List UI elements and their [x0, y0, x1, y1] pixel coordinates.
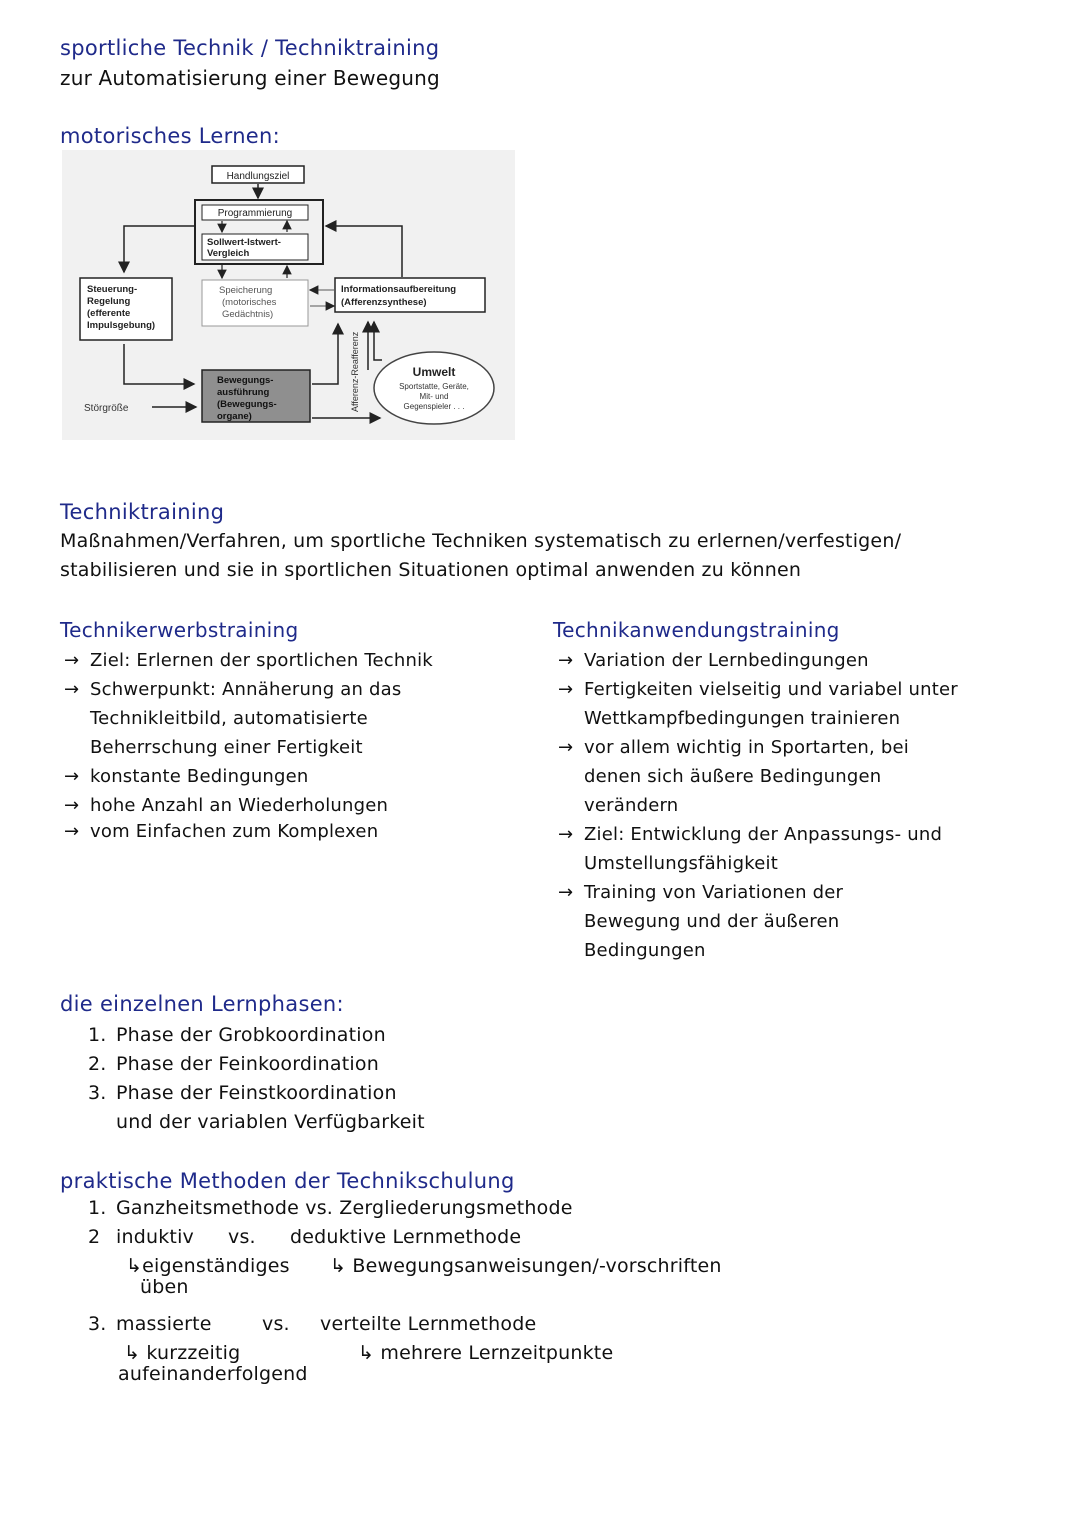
techniktraining-definition-line1: Maßnahmen/Verfahren, um sportliche Techniken systematisch zu erlernen/verfestigen/ [60, 530, 902, 552]
box-bewegungsausfuehrung [202, 370, 310, 422]
method-3-note-right: ↳ mehrere Lernzeitpunkte [358, 1342, 614, 1364]
svg-text:Steuerung-: Steuerung- [87, 284, 138, 295]
svg-text:organe): organe) [217, 411, 252, 422]
label-afferenz-reafferenz: Afferenz-Reafferenz [350, 331, 360, 412]
svg-text:(efferente: (efferente [87, 308, 131, 319]
list-item: → Schwerpunkt: Annäherung an das [64, 679, 402, 700]
methods-heading: praktische Methoden der Technikschulung [60, 1169, 515, 1193]
list-item-continuation: Technikleitbild, automatisierte [90, 708, 368, 729]
list-item: → konstante Bedingungen [64, 766, 309, 787]
list-item: 2. Phase der Feinkoordination [88, 1053, 379, 1075]
method-3-vs: vs. [262, 1313, 290, 1335]
box-programmierung [202, 205, 308, 220]
svg-text:Impulsgebung): Impulsgebung) [87, 320, 156, 331]
method-3-note-left: ↳ kurzzeitig [124, 1342, 241, 1364]
phases-list [88, 1021, 425, 1137]
svg-text:(Bewegungs-: (Bewegungs- [217, 399, 277, 410]
list-item-continuation: Beherrschung einer Fertigkeit [90, 737, 363, 758]
method-2-note-left-cont: üben [140, 1276, 189, 1298]
svg-text:Umwelt: Umwelt [412, 365, 456, 379]
acquisition-heading: Technikerwerbstraining [60, 618, 299, 642]
svg-text:(motorisches: (motorisches [222, 297, 277, 308]
label-stoergroesse: Störgröße [84, 403, 129, 414]
box-informationsaufbereitung [335, 278, 485, 312]
box-sollwert-istwert [202, 234, 308, 260]
svg-text:Regelung: Regelung [87, 296, 131, 307]
techniktraining-heading: Techniktraining [60, 500, 225, 524]
svg-text:Mit- und: Mit- und [419, 392, 449, 401]
list-item: → vor allem wichtig in Sportarten, bei [558, 737, 909, 758]
svg-text:Speicherung: Speicherung [219, 285, 273, 296]
list-item-continuation: Wettkampfbedingungen trainieren [584, 708, 901, 729]
svg-text:Bewegungs-: Bewegungs- [217, 375, 274, 386]
list-item-continuation: denen sich äußere Bedingungen [584, 766, 882, 787]
method-2-note-right: ↳ Bewegungsanweisungen/-vorschriften [330, 1255, 722, 1277]
svg-text:Gedächtnis): Gedächtnis) [222, 309, 274, 320]
ellipse-umwelt [374, 352, 494, 424]
list-item-continuation: verändern [584, 795, 679, 816]
svg-text:Sportstatte, Geräte,: Sportstatte, Geräte, [399, 382, 469, 391]
box-speicherung [202, 280, 308, 326]
svg-text:(Afferenzsynthese): (Afferenzsynthese) [341, 297, 427, 308]
motor-learning-heading: motorisches Lernen: [60, 124, 281, 148]
svg-text:Programmierung: Programmierung [217, 208, 293, 219]
list-item-continuation: Umstellungsfähigkeit [584, 853, 778, 874]
list-item-continuation: und der variablen Verfügbarkeit [116, 1111, 425, 1133]
box-steuerung-regelung [80, 278, 172, 340]
svg-text:Handlungsziel: Handlungsziel [226, 171, 290, 182]
list-item-continuation: Bewegung und der äußeren [584, 911, 840, 932]
method-2-note-left: ↳eigenständiges [126, 1255, 290, 1277]
list-item: → Ziel: Erlernen der sportlichen Technik [64, 650, 433, 671]
phases-heading: die einzelnen Lernphasen: [60, 992, 344, 1016]
list-item: → Ziel: Entwicklung der Anpassungs- und [558, 824, 943, 845]
list-item: 3. Phase der Feinstkoordination [88, 1082, 397, 1104]
method-2: 2 induktiv [88, 1226, 194, 1248]
svg-text:Gegenspieler . . .: Gegenspieler . . . [403, 402, 465, 411]
svg-text:Vergleich: Vergleich [207, 248, 250, 259]
list-item: → hohe Anzahl an Wiederholungen [64, 795, 389, 816]
svg-text:Sollwert-Istwert-: Sollwert-Istwert- [207, 237, 281, 248]
techniktraining-definition-line2: stabilisieren und sie in sportlichen Situationen optimal anwenden zu können [60, 559, 802, 581]
svg-text:Informationsaufbereitung: Informationsaufbereitung [341, 284, 457, 295]
list-item: → Training von Variationen der [558, 882, 844, 903]
method-3-right: verteilte Lernmethode [320, 1313, 537, 1335]
application-list [558, 646, 958, 965]
list-item: 1. Phase der Grobkoordination [88, 1024, 386, 1046]
list-item: → Fertigkeiten vielseitig und variabel unter [558, 679, 958, 700]
box-handlungsziel [212, 166, 304, 183]
list-item-continuation: Bedingungen [584, 940, 706, 961]
method-2-vs: vs. [228, 1226, 256, 1248]
method-3: 3. massierte [88, 1313, 212, 1335]
page-subtitle: zur Automatisierung einer Bewegung [60, 66, 440, 90]
method-1: 1. Ganzheitsmethode vs. Zergliederungsmethode [88, 1197, 573, 1219]
page-title: sportliche Technik / Techniktraining [60, 36, 440, 60]
acquisition-list [64, 646, 433, 844]
application-heading: Technikanwendungstraining [553, 618, 840, 642]
method-2-right: deduktive Lernmethode [290, 1226, 522, 1248]
method-3-note-left-cont: aufeinanderfolgend [118, 1363, 308, 1385]
list-item: → Variation der Lernbedingungen [558, 650, 869, 671]
list-item: → vom Einfachen zum Komplexen [64, 821, 379, 842]
motor-learning-diagram [62, 150, 515, 440]
svg-text:ausführung: ausführung [217, 387, 270, 398]
